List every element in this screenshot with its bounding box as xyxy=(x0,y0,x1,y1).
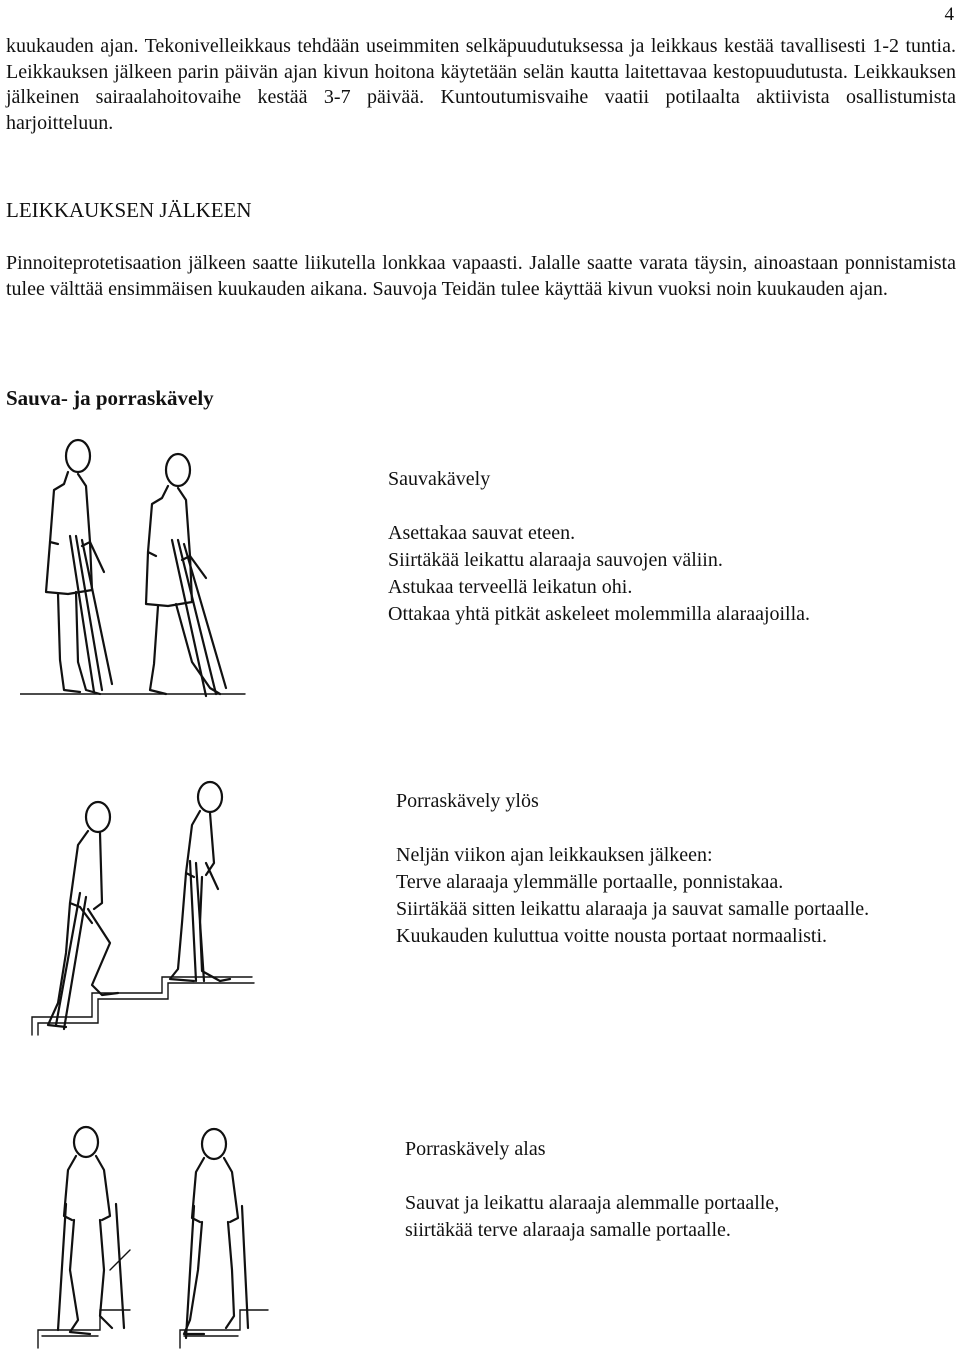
stairs-down-illustration xyxy=(30,1120,270,1350)
crutch-walking-illustration xyxy=(20,432,250,707)
stairs-down-text xyxy=(405,1136,779,1244)
crutch-walking-title: Sauvakävely xyxy=(388,468,491,490)
stairs-up-line: Siirtäkää sitten leikattu alaraaja ja sauvat samalle portaalle. xyxy=(396,898,870,920)
crutch-walking-line: Asettakaa sauvat eteen. xyxy=(388,522,576,544)
stairs-up-line: Neljän viikon ajan leikkauksen jälkeen: xyxy=(396,844,713,866)
crutch-walking-line: Astukaa terveellä leikatun ohi. xyxy=(388,576,633,598)
crutch-walking-line: Siirtäkää leikattu alaraaja sauvojen väliin. xyxy=(388,549,723,571)
stairs-up-line: Kuukauden kuluttua voitte nousta portaat normaalisti. xyxy=(396,925,828,947)
stairs-down-line: siirtäkää terve alaraaja samalle portaalle. xyxy=(405,1219,731,1241)
stairs-up-text xyxy=(396,788,869,950)
stairs-up-line: Terve alaraaja ylemmälle portaalle, ponnistakaa. xyxy=(396,871,784,893)
page-number: 4 xyxy=(944,4,954,25)
crutch-walking-text xyxy=(388,466,810,628)
stairs-up-illustration xyxy=(22,773,262,1038)
crutch-walking-line: Ottakaa yhtä pitkät askeleet molemmilla alaraajoilla. xyxy=(388,603,811,625)
intro-paragraph: kuukauden ajan. Tekonivelleikkaus tehdään useimmiten selkäpuudutuksessa ja leikkaus kestää tavallisesti 1-2 tuntia. Leikkauksen jälkeen parin päivän ajan kivun hoitona käytetään selän kautta laitettavaa kestopuudutusta. Leikkauksen jälkeinen sairaalahoitovaihe kestää 3-7 päivää. Kuntoutumisvaihe vaatii potilaalta aktiivista osallistumista harjoitteluun. xyxy=(6,35,956,134)
stairs-up-title: Porraskävely ylös xyxy=(396,790,539,812)
section-heading: LEIKKAUKSEN JÄLKEEN xyxy=(6,198,252,222)
section-paragraph: Pinnoiteprotetisaation jälkeen saatte liikutella lonkkaa vapaasti. Jalalle saatte varata täysin, ainoastaan ponnistamista tulee välttää ensimmäisen kuukauden aikana. Sauvoja Teidän tulee käyttää kivun vuoksi noin kuukauden ajan. xyxy=(6,252,956,300)
stairs-down-line: Sauvat ja leikattu alaraaja alemmalle portaalle, xyxy=(405,1192,780,1214)
stairs-down-title: Porraskävely alas xyxy=(405,1138,546,1160)
subsection-heading: Sauva- ja porraskävely xyxy=(6,386,214,410)
